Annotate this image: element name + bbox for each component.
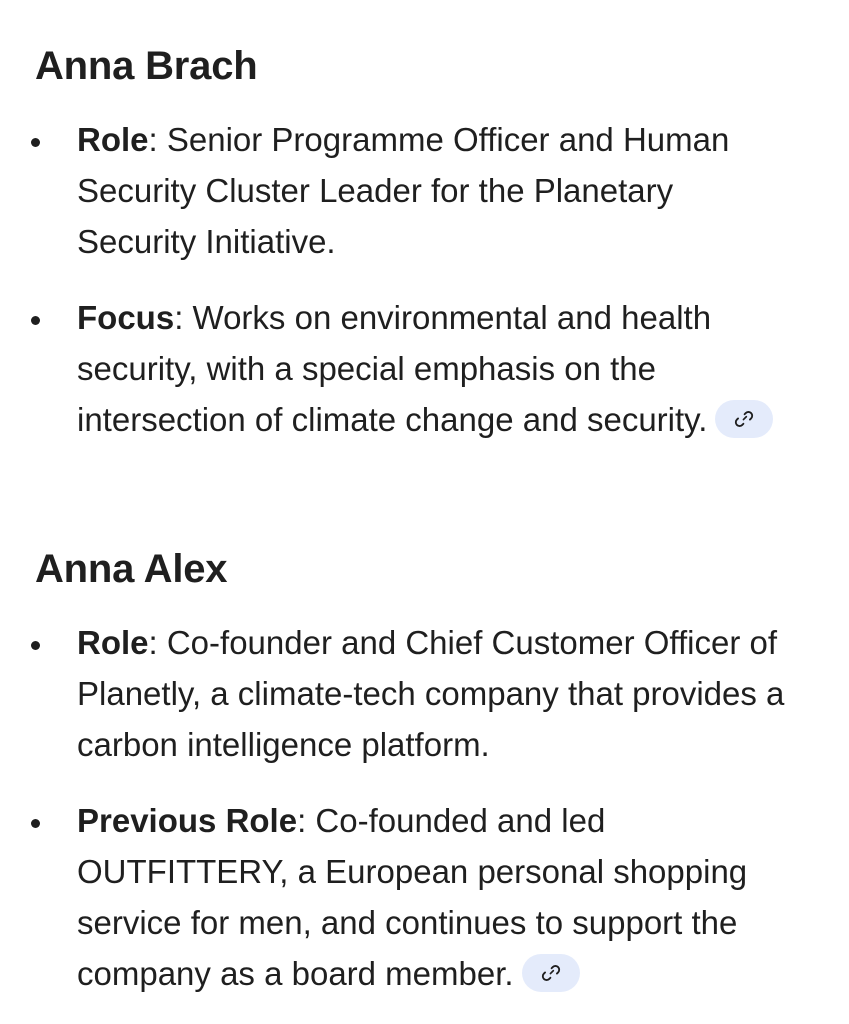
item-description: : Works on environmental and health security, with a special emphasis on the intersection of climate change and security. — [77, 299, 712, 438]
link-icon — [541, 963, 561, 983]
item-label: Role — [77, 121, 149, 158]
bullet-icon — [31, 819, 40, 828]
source-link-chip[interactable] — [522, 954, 580, 992]
bullet-icon — [31, 138, 40, 147]
list-item-text — [77, 114, 787, 267]
item-description: : Senior Programme Officer and Human Security Cluster Leader for the Planetary Security Initiative. — [77, 121, 730, 260]
item-label: Focus — [77, 299, 175, 336]
bullet-icon — [31, 641, 40, 650]
item-label: Previous Role — [77, 802, 298, 839]
item-description: : Co-founded and led OUTFITTERY, a European personal shopping service for men, and continues to support the company as a board member. — [77, 802, 748, 992]
item-description: : Co-founder and Chief Customer Officer of Planetly, a climate-tech company that provides a carbon intelligence platform. — [77, 624, 785, 763]
link-icon — [734, 409, 754, 429]
source-link-chip[interactable] — [715, 400, 773, 438]
list-item-text — [77, 292, 787, 445]
list-item-text — [77, 617, 787, 770]
list-item-text — [77, 795, 787, 999]
person-heading: Anna Brach — [35, 44, 258, 88]
item-label: Role — [77, 624, 149, 661]
bullet-icon — [31, 316, 40, 325]
person-heading: Anna Alex — [35, 547, 228, 591]
